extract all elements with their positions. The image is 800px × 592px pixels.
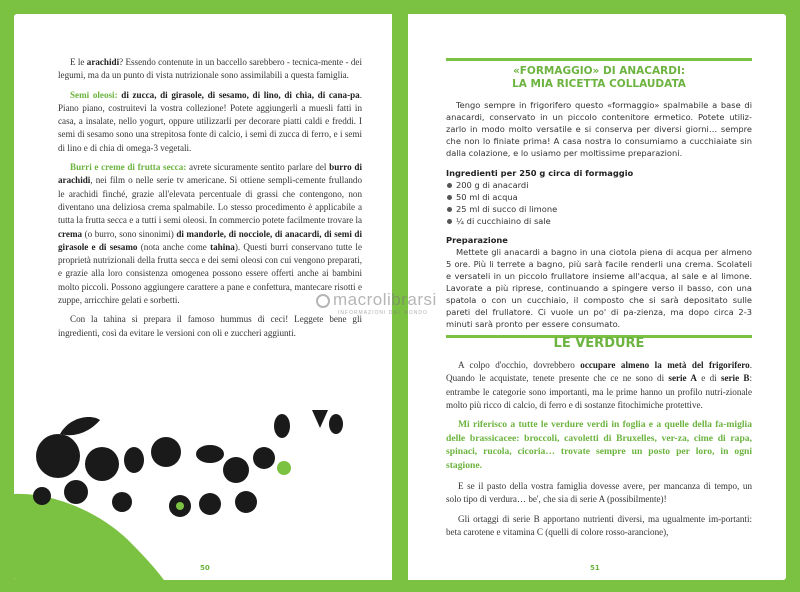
date-icon xyxy=(196,445,224,463)
verdure-section xyxy=(446,336,752,545)
preparation-title: Preparazione xyxy=(446,235,508,245)
preparation-text: Mettete gli anacardi a bagno in una ciotola piena di acqua per almeno 5 ore. Più li terrete a bagno, più sarà facile renderli una crema. Scolateli e versateli in un piccolo frullatore insieme all'acqua, al sale e al limone. Lavorate a più riprese, continuando a spingere verso il basso, con una spatola o con un cucchiaio, il composto che si sarà depositato sulle pareti del frullatore. Ci vuole un po' di pa-zienza, ma dopo circa 2-3 minuti sarà pronto per essere consumato. xyxy=(446,247,752,329)
fruit-nuts-illustration xyxy=(14,384,392,580)
recipe-body xyxy=(446,99,752,330)
apple-icon xyxy=(151,437,181,467)
paragraph-tahina: Con la tahina si prepara il famoso hummus di ceci! Leggete bene gli ingredienti, così da evitare le versioni con oli e zuccheri aggiunti. xyxy=(58,314,362,338)
watermark-logo-icon xyxy=(316,294,330,308)
recipe-box xyxy=(446,58,752,338)
pistachio-icon xyxy=(112,492,132,512)
paragraph-verdure-highlight: Mi riferisco a tutte le verdure verdi in foglia e a quelle della fa-miglia delle brassicacee: broccoli, cavoletti di Bruxelles, ver-za, cime di rapa, spinaci, rucola, cicoria… trovate sempre un posto per loro, in ogni stagione. xyxy=(446,419,752,471)
ingredients-title: Ingredienti per 250 g circa di formaggio xyxy=(446,168,634,178)
blackberry-icon xyxy=(33,487,51,505)
paragraph-burri-creme: Burri e creme di frutta secca: avrete sicuramente sentito parlare del burro di arachidi, nei film o nelle serie tv americane. Si ottiene sempli-cemente frullando le arachidi finché, grazie all'elevata percentuale di grassi che contengono, non diventano una deliziosa crema spalmabile. Lo stesso procedimento è applicabile a tutta la frutta secca e a tutti i semi oleosi. In commercio potete facilmente trovare la crema (o burro, sono sinonimi) di mandorle, di nocciole, di anacardi, di semi di girasole e di sesamo (nota anche come tahina). Questi burri conservano tutte le proprietà nutrizionali della frutta secca e dei semi oleosi con cui vengono preparati, e grazie alla loro consistenza omogenea possono essere offerti anche ai bambini molto piccoli. Possono aggiungere carattere a pane e confettura, mantecare risotti e zuppe, arricchire gelati e sorbetti. xyxy=(58,162,363,306)
right-page xyxy=(408,14,786,580)
paragraph-serie-b: Gli ortaggi di serie B apportano nutrienti diversi, ma ugualmente im-portanti: beta carotene e vitamina C (quelli di colore rosso-arancione), xyxy=(446,513,752,538)
ingredient-item: 200 g di anacardi xyxy=(456,179,752,191)
ingredient-item: 50 ml di acqua xyxy=(456,191,752,203)
almond-icon xyxy=(274,414,290,438)
recipe-top-bar xyxy=(446,58,752,61)
ingredient-item: 25 ml di succo di limone xyxy=(456,203,752,215)
orange-icon xyxy=(36,434,80,478)
section-title-verdure: LE VERDURE xyxy=(553,336,645,351)
paragraph-serie-a: E se il pasto della vostra famiglia dovesse avere, per mancanza di tempo, un solo tipo di verdura… be', che sia di serie A (possibilmente)! xyxy=(446,481,752,505)
ingredients-list xyxy=(446,179,752,227)
green-pistachio-icon xyxy=(277,461,291,475)
recipe-intro: Tengo sempre in frigorifero questo «formaggio» spalmabile a base di anacardi, conservato in un piccolo contenitore ermetico. Potete utiliz-zarlo in modo molto versatile e si conserva per diversi giorni… sempre che non lo finiate prima! A casa nostra lo consumiamo a cucchiaiate sin dalla colazione, e lo usiamo per moltissime preparazioni. xyxy=(446,100,752,158)
strawberry-icon xyxy=(312,410,328,428)
grape-icon xyxy=(253,447,275,469)
hazelnut-icon xyxy=(235,491,257,513)
verdure-body xyxy=(446,359,752,539)
coconut-icon xyxy=(199,493,221,515)
ingredient-item: ¼ di cucchiaino di sale xyxy=(456,215,752,227)
watermark: macrolibrarsi INFORMAZIONI DAL MONDO xyxy=(316,290,437,316)
walnut-icon xyxy=(124,447,144,473)
recipe-title: «FORMAGGIO» DI ANACARDI: LA MIA RICETTA COLLAUDATA xyxy=(512,65,686,90)
green-kiwi-center-icon xyxy=(176,502,184,510)
chestnut-icon xyxy=(64,480,88,504)
plum-icon xyxy=(85,447,119,481)
page-number-left: 50 xyxy=(200,564,210,572)
green-wave-shape xyxy=(14,494,164,580)
seed-icon xyxy=(329,414,343,434)
leaf-icon xyxy=(60,417,100,435)
lemon-slice-icon xyxy=(223,457,249,483)
paragraph-verdure-intro: A colpo d'occhio, dovrebbero occupare almeno la metà del frigorifero. Quando le acquistate, tenete presente che ce ne sono di serie A e di serie B: entrambe le categorie sono importanti, ma le prime hanno un profilo nutri-zionale molto più ricco di calcio, di ferro e di sostanze fitochimiche protettive. xyxy=(446,360,752,410)
paragraph-arachidi: E le arachidi? Essendo contenute in un baccello sarebbero - tecnica-mente - dei legumi, ma da un punto di vista nutrizionale sono assimilabili a questa famiglia. xyxy=(58,57,362,81)
paragraph-semi-oleosi: Semi oleosi: di zucca, di girasole, di sesamo, di lino, di chia, di cana-pa. Piano piano, costruitevi la vostra collezione! Potete aggiungerli a muesli fatti in casa, a insalate, nello yogurt, oppure utilizzarli per decorare piatti caldi e freddi. I semi di sesamo sono una strepitosa fonte di calcio, i semi di zucca di ferro, e i semi di lino e di chia di omega-3 vegetali. xyxy=(58,89,362,153)
page-number-right: 51 xyxy=(590,564,600,572)
